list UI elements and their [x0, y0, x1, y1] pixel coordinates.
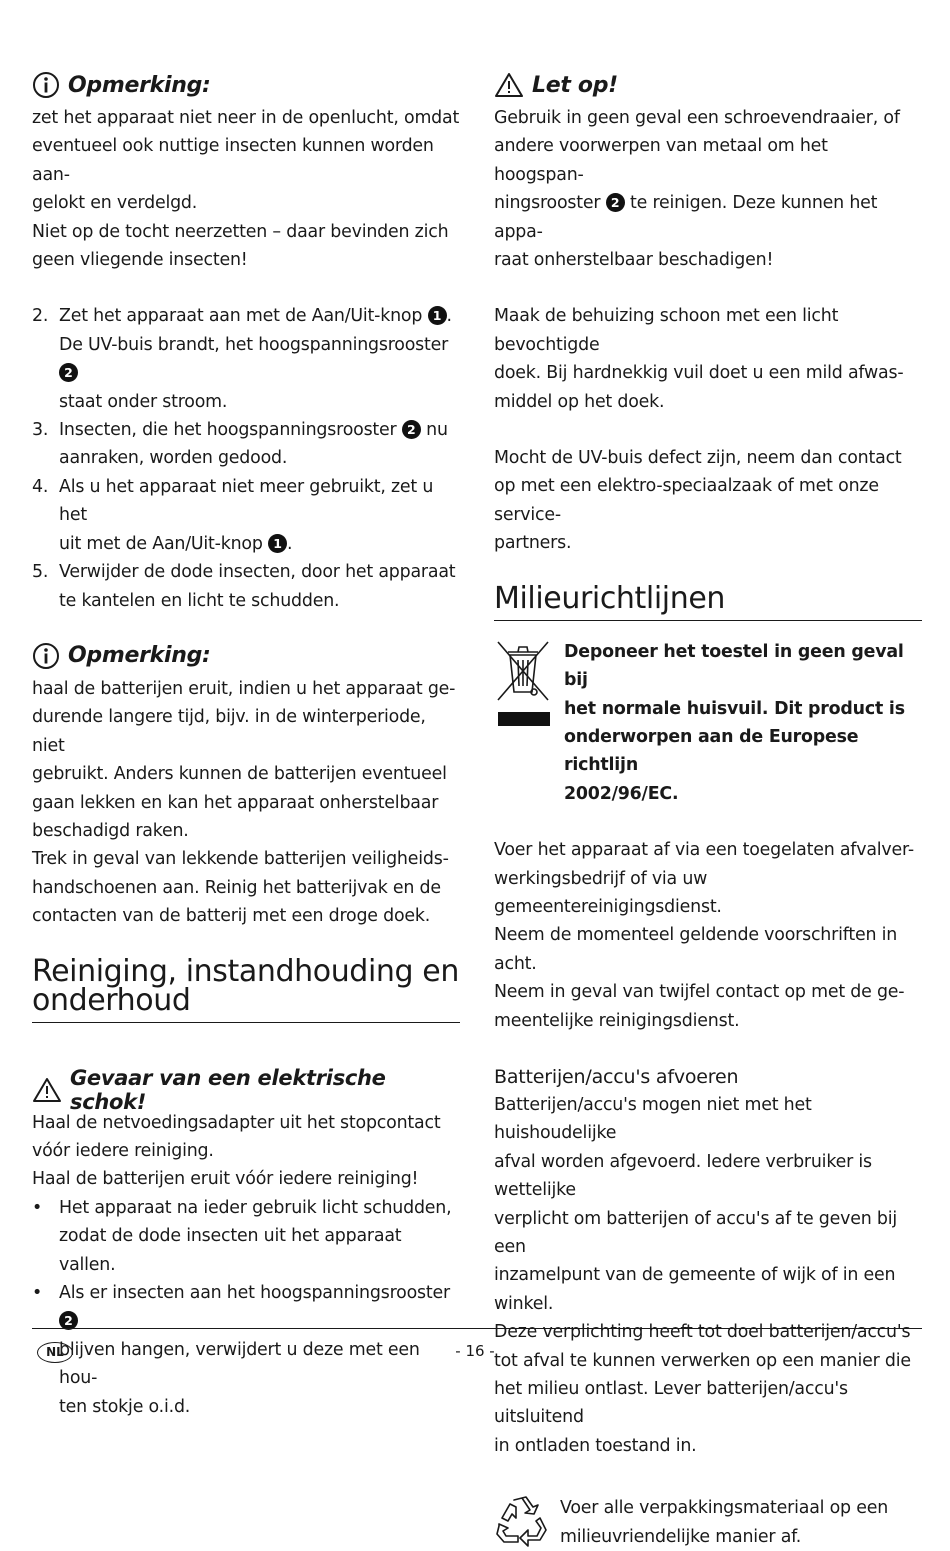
steps-list: [32, 302, 460, 614]
section-title: Milieurichtlijnen: [494, 584, 922, 621]
part-badge: 2: [606, 193, 625, 212]
battery-paragraph: Batterijen/accu's mogen niet met het huishoudelijke afval worden afgevoerd. Iedere verbruiker is wettelijke verplicht om batterijen of accu's af te geven bij een inzamelpunt van de gemeente of wijk of in een winkel. Deze verplichting heeft tot doel batterijen/accu's tot afval te kunnen verwerken op een manier die het milieu ontlast. Lever batterijen/accu's uitsluitend in ontladen toestand in.: [494, 1094, 911, 1456]
part-badge: 1: [268, 534, 287, 553]
left-column: [32, 66, 460, 1421]
list-item: 2. Zet het apparaat aan met de Aan/Uit-knop 1 . De UV-buis brandt, het hoogspanningsrooster 2 staat onder stroom.: [32, 306, 452, 412]
info-icon: [32, 642, 60, 670]
list-item: 4. Als u het apparaat niet meer gebruikt, zet u het uit met de Aan/Uit-knop 1 .: [32, 476, 434, 554]
warning-triangle-icon: [494, 72, 524, 98]
list-item: • Als er insecten aan het hoogspanningsrooster 2 blijven hangen, verwijdert u deze met een hou- ten stokje o.i.d.: [32, 1283, 450, 1417]
warning-heading: Gevaar van een elektrische schok!: [32, 1071, 460, 1109]
bullet-list: [32, 1194, 460, 1421]
language-badge: NL: [37, 1342, 73, 1363]
list-item: 5. Verwijder de dode insecten, door het apparaat te kantelen en licht te schudden.: [32, 562, 456, 611]
part-badge: 2: [59, 1311, 78, 1330]
weee-notice: Deponeer het toestel in geen geval bij het normale huisvuil. Dit product is onderworpen aan de Europese richtlijn 2002/96/EC.: [494, 638, 922, 808]
warning-body: Haal de netvoedingsadapter uit het stopcontact vóór iedere reiniging. Haal de batterijen eruit vóór iedere reiniging!: [32, 1112, 441, 1190]
disposal-paragraph: Voer het apparaat af via een toegelaten afvalver- werkingsbedrijf of via uw gemeentereinigingsdienst. Neem de momenteel geldende voorschriften in acht. Neem in geval van twijfel contact op met de ge- meentelijke reinigingsdienst.: [494, 840, 914, 1031]
cleaning-paragraph: Maak de behuizing schoon met een licht bevochtigde doek. Bij hardnekkig vuil doet u een mild afwas- middel op het doek.: [494, 306, 904, 412]
recycle-icon: [494, 1494, 550, 1548]
note-body: haal de batterijen eruit, indien u het apparaat ge- durende langere tijd, bijv. in de winterperiode, niet gebruikt. Anders kunnen de batterijen eventueel gaan lekken en kan het apparaat onherstelbaar beschadigd raken. Trek in geval van lekkende batterijen veiligheids- handschoenen aan. Reinig het batterijvak en de contacten van de batterij met een droge doek.: [32, 678, 456, 927]
section-title: Reiniging, instandhouding en onderhoud: [32, 957, 460, 1023]
warning-triangle-icon: [32, 1077, 62, 1103]
list-item: 3. Insecten, die het hoogspanningsrooster 2 nu aanraken, worden gedood.: [32, 420, 448, 469]
note-heading: Opmerking:: [32, 637, 460, 675]
note-heading: Opmerking:: [32, 66, 460, 104]
crossed-bin-icon: [494, 638, 552, 730]
part-badge: 1: [428, 306, 447, 325]
footer-divider: [32, 1328, 922, 1329]
page-number: - 16 -: [455, 1342, 495, 1360]
info-icon: [32, 71, 60, 99]
battery-heading: Batterijen/accu's afvoeren: [494, 1065, 739, 1088]
service-paragraph: Mocht de UV-buis defect zijn, neem dan contact op met een elektro-speciaalzaak of met onze service- partners.: [494, 448, 902, 554]
part-badge: 2: [59, 363, 78, 382]
note-body: zet het apparaat niet neer in de openlucht, omdat eventueel ook nuttige insecten kunnen worden aan- gelokt en verdelgd. Niet op de tocht neerzetten – daar bevinden zich geen vliegende insecten!: [32, 108, 460, 271]
caution-body: Gebruik in geen geval een schroevendraaier, of andere voorwerpen van metaal om het hoogspan- ningsrooster 2 te reinigen. Deze kunnen het appa- raat onherstelbaar beschadigen!: [494, 108, 900, 271]
part-badge: 2: [402, 420, 421, 439]
recycle-notice: Voer alle verpakkingsmateriaal op een milieuvriendelijke manier af.: [494, 1494, 922, 1551]
caution-heading: Let op!: [494, 66, 922, 104]
list-item: • Het apparaat na ieder gebruik licht schudden, zodat de dode insecten uit het apparaat vallen.: [32, 1197, 452, 1275]
